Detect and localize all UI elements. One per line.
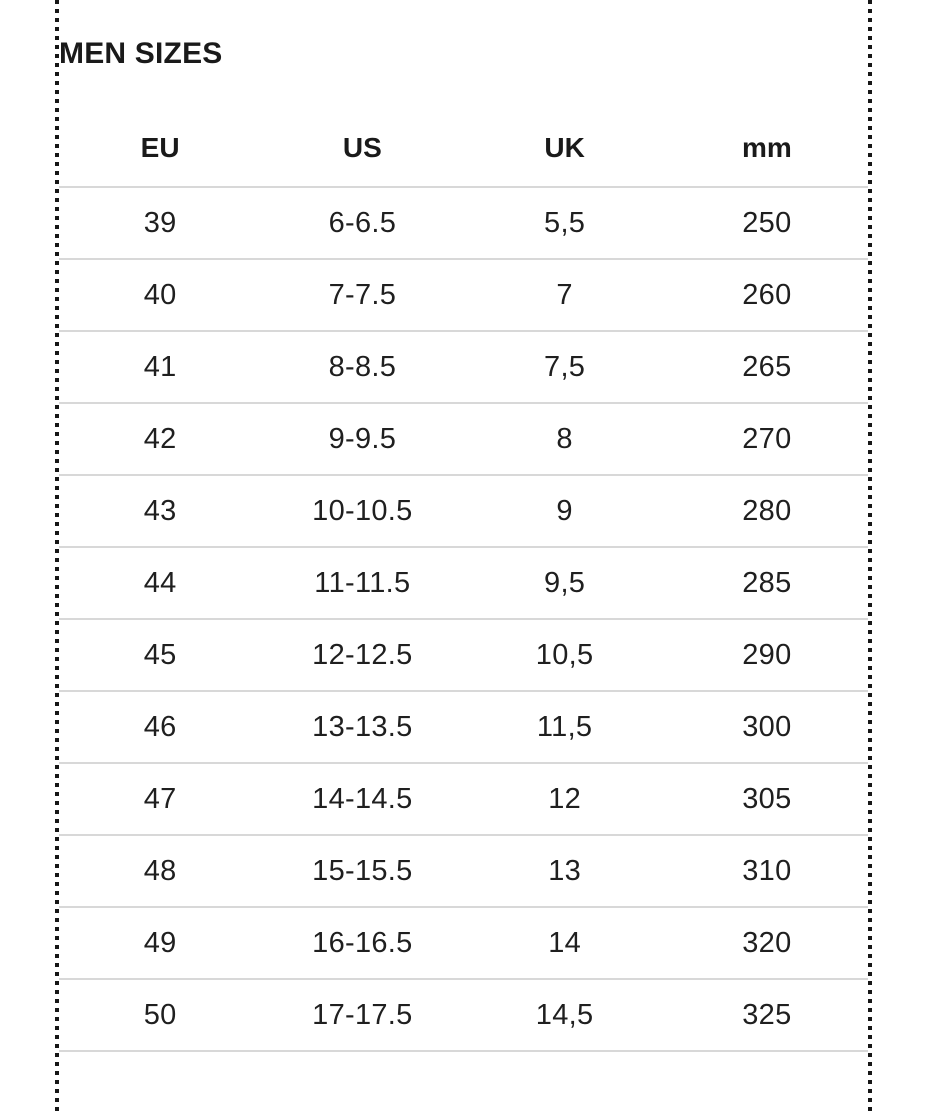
cell-uk: 7,5: [464, 331, 666, 403]
cell-mm: 290: [666, 619, 868, 691]
size-table-head: [59, 70, 868, 187]
cell-us: 16-16.5: [261, 907, 463, 979]
cell-us: 12-12.5: [261, 619, 463, 691]
size-table-body: [59, 187, 868, 1051]
cell-uk: 9,5: [464, 547, 666, 619]
cell-eu: 46: [59, 691, 261, 763]
cell-uk: 12: [464, 763, 666, 835]
table-row: [59, 331, 868, 403]
table-row: [59, 763, 868, 835]
cell-eu: 40: [59, 259, 261, 331]
cell-mm: 260: [666, 259, 868, 331]
column-header-us: US: [261, 70, 463, 187]
cell-uk: 8: [464, 403, 666, 475]
cell-eu: 49: [59, 907, 261, 979]
table-row: [59, 979, 868, 1051]
cell-mm: 300: [666, 691, 868, 763]
cell-eu: 44: [59, 547, 261, 619]
cell-us: 17-17.5: [261, 979, 463, 1051]
cell-eu: 43: [59, 475, 261, 547]
cell-uk: 11,5: [464, 691, 666, 763]
header-row: [59, 70, 868, 187]
cell-uk: 9: [464, 475, 666, 547]
cell-eu: 47: [59, 763, 261, 835]
cell-us: 8-8.5: [261, 331, 463, 403]
cell-us: 11-11.5: [261, 547, 463, 619]
cell-uk: 14: [464, 907, 666, 979]
cell-us: 10-10.5: [261, 475, 463, 547]
table-row: [59, 403, 868, 475]
cell-eu: 45: [59, 619, 261, 691]
cell-mm: 305: [666, 763, 868, 835]
cell-eu: 48: [59, 835, 261, 907]
dotted-border-right: [868, 0, 872, 1112]
cell-uk: 13: [464, 835, 666, 907]
table-row: [59, 475, 868, 547]
cell-uk: 5,5: [464, 187, 666, 259]
cell-uk: 14,5: [464, 979, 666, 1051]
cell-mm: 285: [666, 547, 868, 619]
table-row: [59, 691, 868, 763]
cell-us: 15-15.5: [261, 835, 463, 907]
cell-mm: 270: [666, 403, 868, 475]
cell-us: 13-13.5: [261, 691, 463, 763]
cell-eu: 42: [59, 403, 261, 475]
cell-uk: 7: [464, 259, 666, 331]
cell-mm: 325: [666, 979, 868, 1051]
cell-eu: 50: [59, 979, 261, 1051]
cell-uk: 10,5: [464, 619, 666, 691]
table-row: [59, 259, 868, 331]
table-row: [59, 187, 868, 259]
section-title: MEN SIZES: [59, 37, 223, 70]
cell-us: 14-14.5: [261, 763, 463, 835]
cell-us: 7-7.5: [261, 259, 463, 331]
table-row: [59, 547, 868, 619]
cell-us: 6-6.5: [261, 187, 463, 259]
column-header-eu: EU: [59, 70, 261, 187]
cell-mm: 310: [666, 835, 868, 907]
cell-eu: 39: [59, 187, 261, 259]
table-row: [59, 835, 868, 907]
table-row: [59, 907, 868, 979]
size-guide-content: [59, 0, 868, 1052]
column-header-uk: UK: [464, 70, 666, 187]
table-row: [59, 619, 868, 691]
cell-us: 9-9.5: [261, 403, 463, 475]
column-header-mm: mm: [666, 70, 868, 187]
cell-eu: 41: [59, 331, 261, 403]
size-table: [59, 70, 868, 1052]
cell-mm: 320: [666, 907, 868, 979]
cell-mm: 250: [666, 187, 868, 259]
cell-mm: 280: [666, 475, 868, 547]
cell-mm: 265: [666, 331, 868, 403]
